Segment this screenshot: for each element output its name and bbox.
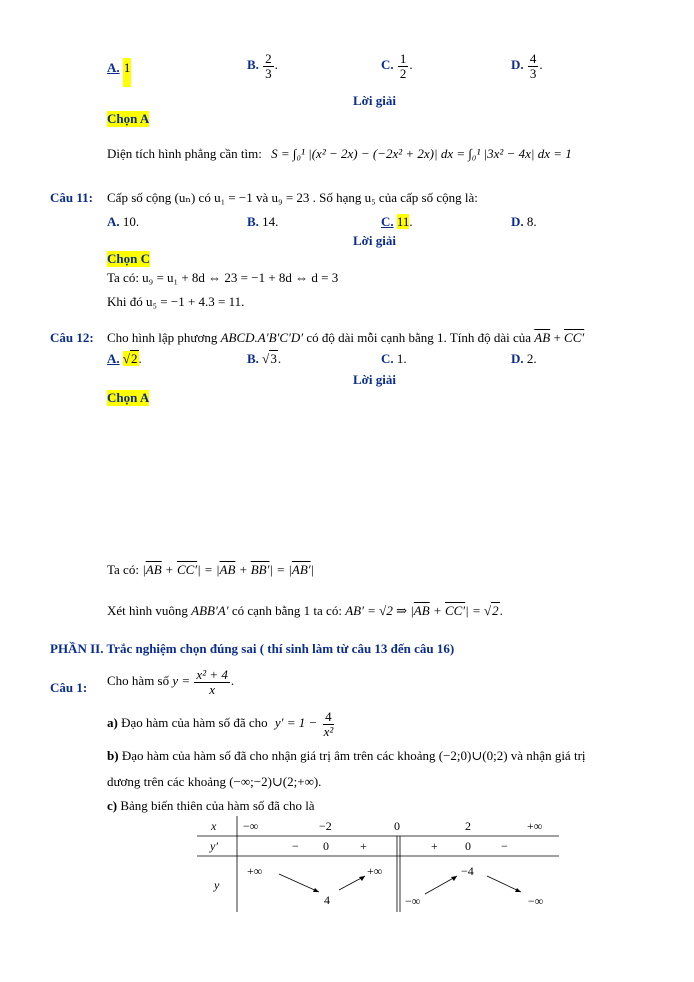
- q12-question: Cho hình lập phương ABCD.A′B′C′D′ có độ dài mỗi cạnh bằng 1. Tính độ dài của $\overline{AB} + CC'$: [107, 330, 585, 345]
- yprime-sign: −: [292, 839, 299, 853]
- vector: AB′: [291, 562, 311, 577]
- arrow-increasing: [425, 876, 457, 894]
- q11-solution-line2: Khi đó u₅ = −1 + 4.3 = 11.: [107, 294, 245, 309]
- fraction-numerator: 4: [325, 709, 332, 724]
- xet-text: Xét hình vuông: [107, 603, 188, 618]
- fraction-numerator: 2: [265, 51, 272, 66]
- xet-mid-text: có cạnh bằng 1 ta có:: [231, 603, 342, 618]
- q12-option-d: D. 2.: [511, 351, 537, 366]
- arrow-decreasing: [487, 876, 521, 892]
- option-label: A.: [107, 351, 120, 366]
- ab-prime-length: AB′ = √2 ⇒: [345, 603, 407, 618]
- option-label: A.: [107, 214, 120, 229]
- option-value: 14: [262, 214, 276, 229]
- option-value: 3: [270, 351, 277, 366]
- question-text: có độ dài mỗi cạnh bằng 1. Tính độ dài của: [306, 330, 532, 345]
- fraction-denominator: x²: [323, 723, 334, 739]
- result-value: 2: [492, 603, 499, 618]
- taco-label: Ta có:: [107, 562, 139, 577]
- statement-text: Bảng biến thiên của hàm số đã cho là: [120, 798, 315, 813]
- part2-heading: PHẦN II. Trắc nghiệm chọn đúng sai ( thí sinh làm từ câu 13 đến câu 16): [50, 641, 455, 656]
- x-value: −2: [319, 819, 332, 833]
- fraction-numerator: 4: [529, 51, 537, 66]
- arrow-decreasing: [279, 874, 319, 892]
- vector: BB′: [250, 562, 270, 577]
- vector: $\overline{AB}$: [219, 562, 236, 577]
- vector: $\overline{AB}$: [413, 603, 430, 618]
- q10-solution-heading: Lời giải: [353, 93, 396, 108]
- q10-option-c: C. $\frac{1}{2}$ .: [381, 51, 413, 81]
- q11-label: Câu 11:: [50, 190, 93, 205]
- q1-statement-a: a) Đạo hàm của hàm số đã cho y′ = 1 − $\frac{4}{\text{x²}}$: [107, 709, 334, 739]
- statement-label: a): [107, 715, 118, 731]
- question-text: Cho hình lập phương: [107, 330, 218, 345]
- q11-question: Cấp số cộng (uₙ) có u₁ = −1 và u₉ = 23 . Số hạng u₅ của cấp số cộng là:: [107, 190, 478, 205]
- fraction-numerator: x² + 4: [196, 667, 228, 682]
- variation-table: [197, 816, 559, 912]
- fraction-denominator: 3: [529, 65, 537, 81]
- q11-solution-heading: Lời giải: [353, 233, 396, 248]
- negative-intervals: (−2;0)∪(0;2): [438, 748, 508, 763]
- y-value: −∞: [405, 894, 421, 908]
- q12-option-a: A. √2.: [107, 351, 142, 366]
- option-label: D.: [511, 351, 524, 366]
- vector: $\overline{AB}$: [145, 562, 162, 577]
- vector: CC′: [564, 330, 585, 345]
- yprime-sign: −: [501, 839, 508, 853]
- q1-statement-b-cont: [107, 774, 321, 790]
- option-label: B.: [247, 214, 259, 229]
- option-value: 2: [131, 351, 138, 366]
- vector: $\overline{AB}$: [534, 330, 551, 345]
- q12-option-c: C. 1.: [381, 351, 407, 366]
- statement-label: b): [107, 748, 119, 763]
- x-value: −∞: [243, 819, 259, 833]
- q10-option-a: [107, 60, 131, 76]
- q12-vector-identity: Ta có: $|\overline{AB} + CC'| = |\overline{AB} + BB'| = |AB'|$: [107, 562, 315, 577]
- y-value: +∞: [367, 864, 383, 878]
- statement-text: và nhận giá trị: [510, 748, 586, 763]
- q11-option-d: D. 8.: [511, 214, 537, 229]
- q1-statement-c: [107, 798, 315, 814]
- q1-label: Câu 1:: [50, 680, 88, 695]
- x-value: 2: [465, 819, 471, 833]
- option-value: 10: [122, 214, 136, 229]
- cube-name: ABCD.A′B′C′D′: [220, 330, 304, 345]
- x-value: +∞: [527, 819, 543, 833]
- option-label: C.: [381, 214, 394, 229]
- option-label: A.: [107, 60, 120, 75]
- statement-text: Đạo hàm của hàm số đã cho: [121, 715, 268, 731]
- y-value: −∞: [528, 894, 544, 908]
- option-label: C.: [381, 351, 394, 366]
- option-value: 1: [396, 351, 404, 366]
- q11-chosen-answer: Chọn C: [107, 251, 150, 266]
- fraction-denominator: 2: [399, 65, 407, 81]
- fraction-denominator: 3: [265, 65, 272, 81]
- vector: CC′: [176, 562, 198, 577]
- fraction-denominator: x: [209, 681, 216, 697]
- option-value: 8: [526, 214, 534, 229]
- q1-function: Cho hàm số y = $\frac{\text{x² + 4}}{x}$ .: [107, 667, 235, 697]
- option-value: 1: [123, 58, 132, 87]
- positive-intervals: (−∞;−2)∪(2;+∞).: [229, 774, 322, 789]
- option-value: 2: [526, 351, 534, 366]
- option-label: D.: [511, 214, 524, 229]
- q12-label: Câu 12:: [50, 330, 94, 345]
- vector: CC′: [444, 603, 466, 618]
- option-label: D.: [511, 57, 524, 73]
- y-value: −4: [461, 864, 474, 878]
- fraction-numerator: 1: [399, 51, 407, 66]
- statement-text: dương trên các khoảng: [107, 774, 226, 789]
- q10-option-d: D. $\frac{4}{3}$ .: [511, 51, 543, 81]
- area-formula: S = ∫₀¹ |(x² − 2x) − (−2x² + 2x)| dx = ∫₀¹ |3x² − 4x| dx = 1: [271, 146, 572, 161]
- yprime-sign: 0: [323, 839, 329, 853]
- q11-option-a: A. 10.: [107, 214, 140, 229]
- q11-option-c: C. 11.: [381, 214, 413, 229]
- row-x-label: x: [211, 819, 217, 833]
- q10-chosen-answer: Chọn A: [107, 111, 150, 126]
- x-value: 0: [394, 819, 400, 833]
- q12-square-statement: Xét hình vuông ABB′A′ có cạnh bằng 1 ta có: AB′ = √2 ⇒ $|\overline{AB} + CC'| = √2$.: [107, 603, 503, 618]
- q11-option-b: B. 14.: [247, 214, 279, 229]
- explanation-text: Diện tích hình phẳng cần tìm:: [107, 146, 262, 161]
- y-value: 4: [324, 893, 330, 907]
- intro-text: Cho hàm số: [107, 673, 170, 689]
- option-value: 11: [396, 214, 410, 229]
- option-label: C.: [381, 57, 394, 73]
- q12-solution-heading: Lời giải: [353, 372, 396, 387]
- q10-option-b: B. $\frac{2}{3}$ .: [247, 51, 278, 81]
- yprime-sign: +: [431, 839, 438, 853]
- q10-explanation: [107, 146, 572, 162]
- row-yprime-label: y′: [210, 839, 218, 853]
- yprime-sign: 0: [465, 839, 471, 853]
- q1-statement-b: [107, 748, 586, 764]
- q11-solution-line1: Ta có: u₉ = u₁ + 8d ⇔ 23 = −1 + 8d ⇔ d = 3: [107, 270, 339, 285]
- q12-option-b: B. √3.: [247, 351, 282, 366]
- yprime-sign: +: [360, 839, 367, 853]
- q12-chosen-answer: Chọn A: [107, 390, 150, 405]
- option-label: B.: [247, 351, 259, 366]
- y-value: +∞: [247, 864, 263, 878]
- option-label: B.: [247, 57, 259, 73]
- square-name: ABB′A′: [191, 603, 229, 618]
- statement-label: c): [107, 798, 118, 813]
- statement-text: Đạo hàm của hàm số đã cho nhận giá trị âm trên các khoảng: [121, 748, 436, 763]
- row-y-label: y: [214, 878, 220, 892]
